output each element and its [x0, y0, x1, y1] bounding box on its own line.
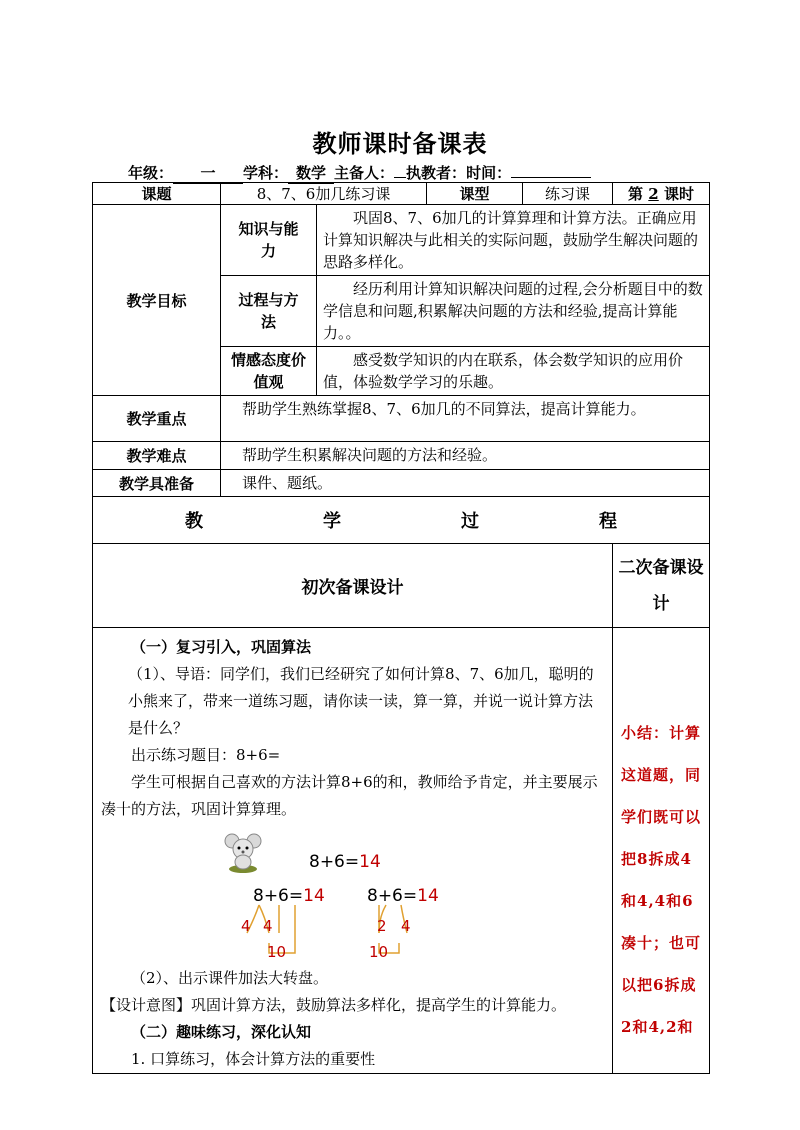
right-ten: 10 [369, 943, 389, 961]
main-equation [309, 849, 381, 876]
make-ten-diagram [101, 829, 604, 961]
process-heading-char-3: 过 [461, 511, 479, 532]
section1-title: （一）复习引入，巩固算法 [131, 638, 312, 656]
topic-label: 课题 [93, 183, 221, 205]
type-value: 练习课 [523, 183, 613, 205]
section2-title: （二）趣味练习，深化认知 [131, 1023, 312, 1041]
period-prefix: 第 [628, 185, 644, 203]
subject-label: 学科： [243, 164, 289, 182]
main-equation-result: 14 [359, 852, 381, 872]
design-body-row [93, 628, 710, 1074]
knowledge-label: 知识与能力 [221, 205, 317, 276]
design-header-row [93, 544, 710, 628]
right-split-1: 2 [377, 917, 387, 935]
period-suffix: 课时 [663, 185, 694, 203]
second-design-note: 小结：计算这道题，同学们既可以把8拆成4和4,4和6凑十；也可以把6拆成2和4,2和 [613, 628, 710, 1074]
difficulty-row [93, 442, 710, 470]
left-equation-expression: 8+6= [253, 886, 304, 906]
emotion-text: 感受数学知识的内在联系，体会数学知识的应用价值，体验数学学习的乐趣。 [317, 347, 710, 396]
second-design-label: 二次备课设计 [613, 544, 710, 628]
teaching-process-heading [93, 497, 710, 544]
process-heading-char-4: 程 [599, 511, 617, 532]
right-equation-expression: 8+6= [367, 886, 418, 906]
grade-label: 年级： [128, 164, 174, 182]
grade-value: 一 [173, 162, 243, 184]
process-method-text: 经历利用计算知识解决问题的过程,会分析题目中的数学信息和问题,积累解决问题的方法和经验,提高计算能力。。 [317, 276, 710, 347]
first-design-label: 初次备课设计 [93, 544, 613, 628]
knowledge-text: 巩固8、7、6加几的计算算理和计算方法。正确应用计算知识解决与此相关的实际问题，鼓励学生解决问题的思路多样化。 [317, 205, 710, 276]
paragraph-exercise: 出示练习题目：8+6= [131, 746, 281, 764]
process-heading-char-2: 学 [323, 511, 341, 532]
paragraph-intro: （1）、导语：同学们，我们已经研究了如何计算8、7、6加几，聪明的小熊来了，带来一道练习题，请你读一读，算一算，并说一说计算方法是什么？ [128, 665, 594, 737]
design-intent: 【设计意图】巩固计算方法，鼓励算法多样化，提高学生的计算能力。 [101, 996, 567, 1014]
left-ten: 10 [267, 943, 287, 961]
process-heading-row [93, 497, 710, 544]
time-label: 时间： [466, 164, 512, 182]
type-label: 课型 [427, 183, 523, 205]
difficulty-text: 帮助学生积累解决问题的方法和经验。 [221, 442, 710, 470]
topic-value: 8、7、6加几练习课 [221, 183, 427, 205]
key-point-text: 帮助学生熟练掌握8、7、6加几的不同算法，提高计算能力。 [221, 396, 710, 442]
left-equation-result: 14 [303, 886, 325, 906]
objectives-label: 教学目标 [93, 205, 221, 396]
process-method-label: 过程与方法 [221, 276, 317, 347]
paragraph-turntable: （2）、出示课件加法大转盘。 [131, 969, 329, 987]
materials-label: 教学具准备 [93, 470, 221, 497]
period-cell [613, 183, 710, 205]
period-value: 2 [648, 185, 659, 203]
subject-value: 数学 [288, 162, 334, 184]
key-point-label: 教学重点 [93, 396, 221, 442]
emotion-label: 情感态度价值观 [221, 347, 317, 396]
difficulty-label: 教学难点 [93, 442, 221, 470]
lesson-plan-table [92, 182, 710, 1074]
preparer-blank [394, 177, 406, 178]
objective-knowledge-row [93, 205, 710, 276]
materials-row [93, 470, 710, 497]
first-design-content [93, 628, 613, 1074]
paragraph-oral-calc: 1. 口算练习，体会计算方法的重要性 [131, 1050, 376, 1068]
main-equation-expression: 8+6= [309, 852, 360, 872]
materials-text: 课件、题纸。 [221, 470, 710, 497]
left-split-1: 4 [241, 917, 251, 935]
topic-row [93, 183, 710, 205]
teacher-label: 执教者： [406, 164, 467, 182]
paragraph-method: 学生可根据自己喜欢的方法计算8+6的和，教师给予肯定，并主要展示凑十的方法，巩固计算算理。 [101, 773, 598, 818]
mouse-icon [221, 831, 265, 875]
preparer-label: 主备人： [334, 164, 395, 182]
left-split-2: 4 [263, 917, 273, 935]
key-point-row [93, 396, 710, 442]
lesson-meta-line [128, 162, 591, 184]
time-blank [511, 177, 591, 178]
right-equation-result: 14 [417, 886, 439, 906]
page-title: 教师课时备课表 [312, 129, 488, 158]
right-split-2: 4 [401, 917, 411, 935]
process-heading-char-1: 教 [185, 511, 203, 532]
